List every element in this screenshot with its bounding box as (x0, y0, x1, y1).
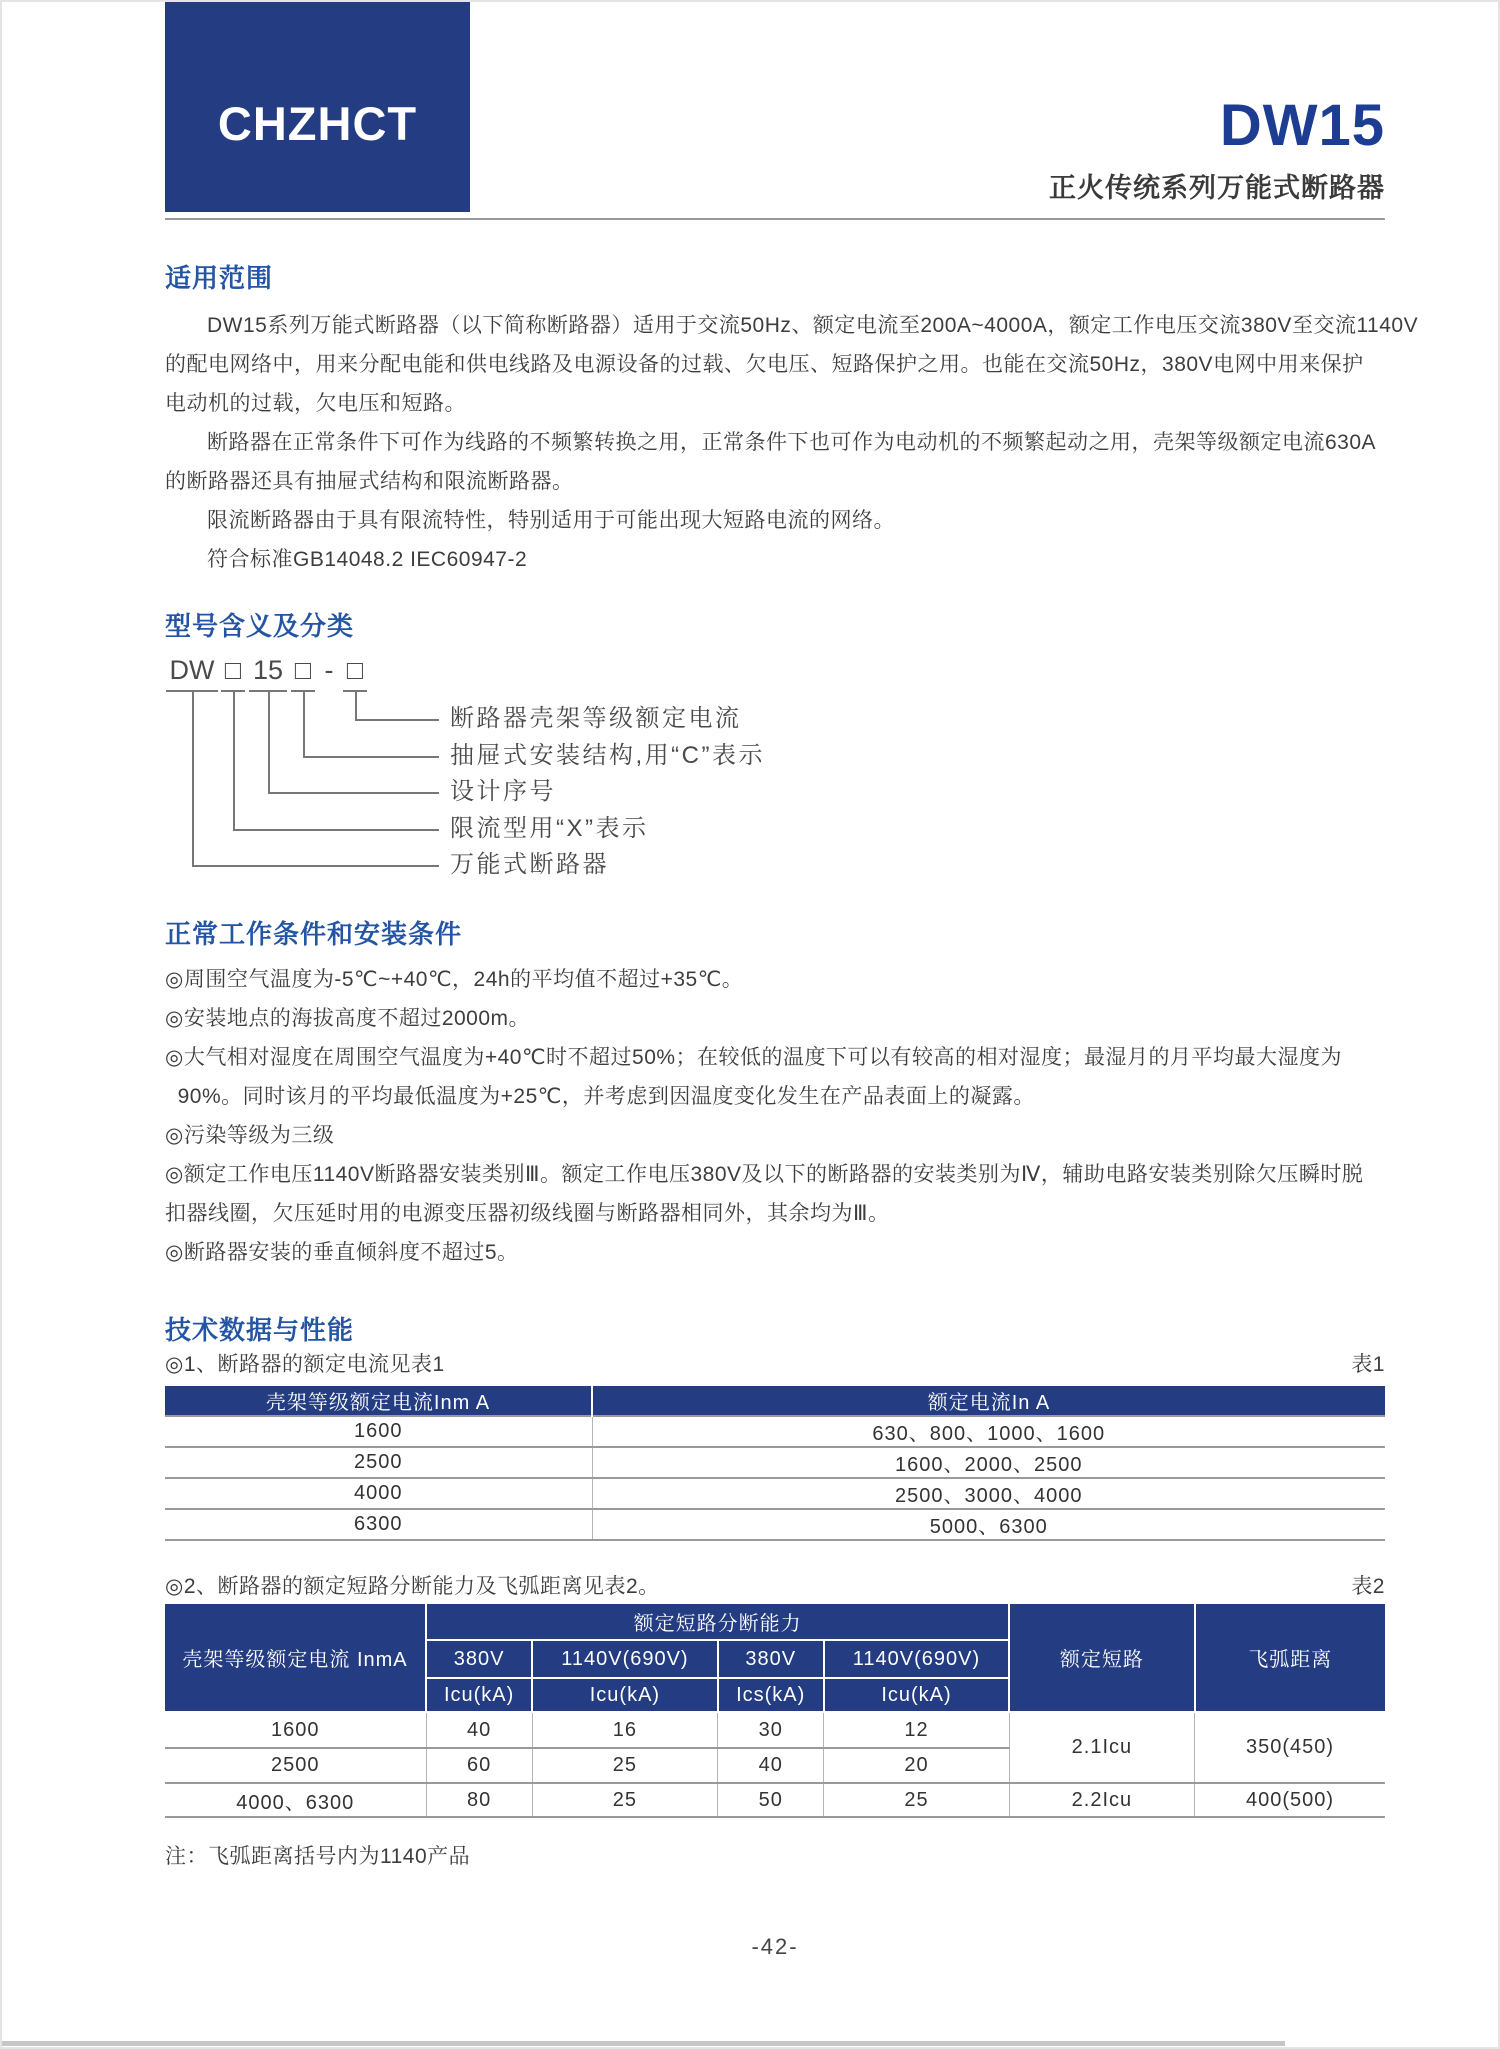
condition-item: ◎额定工作电压1140V断路器安装类别Ⅲ。额定工作电压380V及以下的断路器的安装类别为Ⅳ，辅助电路安装类别除欠压瞬时脱 (165, 1163, 1364, 1186)
table1-header-current: 额定电流In A (592, 1386, 1385, 1416)
model-heading: 型号含义及分类 (165, 611, 355, 641)
cell-value: 40 (426, 1712, 532, 1748)
scope-line: 限流断路器由于具有限流特性，特别适用于可能出现大短路电流的网络。 (207, 509, 895, 532)
table1-tag: 表1 (1351, 1353, 1385, 1376)
cell-frame: 4000、6300 (165, 1783, 426, 1817)
product-model-title: DW15 (1219, 93, 1385, 158)
table2-header-unit: Ics(kA) (718, 1678, 824, 1712)
table2-header-voltage: 380V (426, 1640, 532, 1678)
table-row (165, 1416, 1385, 1447)
table2-header-frame: 壳架等级额定电流 InmA (165, 1604, 426, 1712)
scope-line: 符合标准GB14048.2 IEC60947-2 (207, 548, 528, 571)
cell-value: 60 (426, 1748, 532, 1783)
condition-item: ◎断路器安装的垂直倾斜度不超过5。 (165, 1241, 519, 1264)
scope-line: 的断路器还具有抽屉式结构和限流断路器。 (165, 470, 574, 493)
connector-line (192, 692, 439, 867)
table2-header-short-circuit: 额定短路 (1009, 1604, 1194, 1712)
cell-short-circuit: 2.2Icu (1009, 1783, 1194, 1817)
cell-current: 630、800、1000、1600 (592, 1416, 1385, 1447)
condition-item: 90%。同时该月的平均最低温度为+25℃，并考虑到因温度变化发生在产品表面上的凝露。 (177, 1085, 1035, 1108)
table1-caption: ◎1、断路器的额定电流见表1 (165, 1353, 445, 1376)
cell-frame: 2500 (165, 1447, 592, 1478)
breaking-capacity-table (165, 1604, 1385, 1818)
table2-header-unit: Icu(kA) (426, 1678, 532, 1712)
cell-short-circuit: 2.1Icu (1009, 1712, 1194, 1783)
table2-header-unit: Icu(kA) (532, 1678, 717, 1712)
brand-logo (165, 0, 470, 212)
model-token-15: 15 (252, 655, 284, 685)
conditions-heading: 正常工作条件和安装条件 (165, 919, 463, 949)
table-row (165, 1478, 1385, 1509)
cell-value: 25 (532, 1748, 717, 1783)
cell-value: 12 (824, 1712, 1009, 1748)
rated-current-table (165, 1386, 1385, 1541)
cell-value: 40 (718, 1748, 824, 1783)
scope-paragraphs (165, 306, 1419, 579)
table-row (165, 1712, 1385, 1748)
conditions-list (165, 960, 1387, 1272)
scope-line: 断路器在正常条件下可作为线路的不频繁转换之用，正常条件下也可作为电动机的不频繁起动之用，壳架等级额定电流630A (207, 431, 1377, 454)
condition-item: ◎周围空气温度为-5℃~+40℃，24h的平均值不超过+35℃。 (165, 968, 744, 991)
table2-header-voltage: 1140V(690V) (824, 1640, 1009, 1678)
product-subtitle: 正火传统系列万能式断路器 (1049, 173, 1385, 203)
condition-item: 扣器线圈，欠压延时用的电源变压器初级线圈与断路器相同外，其余均为Ⅲ。 (165, 1202, 890, 1225)
cell-arc-distance: 350(450) (1195, 1712, 1385, 1783)
table2-header-voltage: 380V (718, 1640, 824, 1678)
table2-note: 注：飞弧距离括号内为1140产品 (165, 1845, 471, 1868)
table-row (165, 1447, 1385, 1478)
model-label-universal: 万能式断路器 (450, 851, 609, 878)
cell-frame: 1600 (165, 1416, 592, 1447)
table2-header-group: 额定短路分断能力 (426, 1604, 1009, 1640)
cell-value: 30 (718, 1712, 824, 1748)
table-row (165, 1783, 1385, 1817)
cell-value: 16 (532, 1712, 717, 1748)
cell-value: 25 (532, 1783, 717, 1817)
table2-header-unit: Icu(kA) (824, 1678, 1009, 1712)
condition-item: ◎大气相对湿度在周围空气温度为+40℃时不超过50%；在较低的温度下可以有较高的相对湿度；最湿月的月平均最大湿度为 (165, 1046, 1343, 1069)
model-token-box3: □ (346, 655, 364, 685)
model-label-design-serial: 设计序号 (450, 778, 556, 805)
scope-line: DW15系列万能式断路器（以下简称断路器）适用于交流50Hz、额定电流至200A~4000A，额定工作电压交流380V至交流1140V (207, 314, 1419, 337)
scope-line: 的配电网络中，用来分配电能和供电线路及电源设备的过载、欠电压、短路保护之用。也能在交流50Hz，380V电网中用来保护 (165, 353, 1364, 376)
condition-item: ◎安装地点的海拔高度不超过2000m。 (165, 1007, 531, 1030)
scope-heading: 适用范围 (165, 263, 274, 293)
brand-logo-text: CHZHCT (217, 97, 418, 150)
bottom-bar (0, 2041, 1285, 2046)
header-divider (165, 218, 1385, 220)
cell-frame: 4000 (165, 1478, 592, 1509)
table-row (165, 1509, 1385, 1540)
cell-current: 1600、2000、2500 (592, 1447, 1385, 1478)
model-label-drawer-type: 抽屉式安装结构,用“C”表示 (450, 742, 765, 769)
cell-arc-distance: 400(500) (1195, 1783, 1385, 1817)
scope-line: 电动机的过载，欠电压和短路。 (165, 392, 466, 415)
page-number: -42- (751, 1934, 799, 1959)
cell-value: 20 (824, 1748, 1009, 1783)
cell-value: 80 (426, 1783, 532, 1817)
table2-tag: 表2 (1351, 1575, 1385, 1598)
table2-header-voltage: 1140V(690V) (532, 1640, 717, 1678)
cell-frame: 1600 (165, 1712, 426, 1748)
cell-current: 2500、3000、4000 (592, 1478, 1385, 1509)
tech-heading: 技术数据与性能 (165, 1315, 355, 1345)
model-token-box2: □ (294, 655, 312, 685)
model-token-box1: □ (224, 655, 242, 685)
table2-header-arc-distance: 飞弧距离 (1195, 1604, 1385, 1712)
table2-caption: ◎2、断路器的额定短路分断能力及飞弧距离见表2。 (165, 1575, 660, 1598)
model-token-dw: DW (169, 655, 215, 685)
table1-header-frame: 壳架等级额定电流Inm A (165, 1386, 592, 1416)
table2-caption-row (165, 1572, 1385, 1602)
cell-current: 5000、6300 (592, 1509, 1385, 1540)
cell-frame: 2500 (165, 1748, 426, 1783)
condition-item: ◎污染等级为三级 (165, 1124, 335, 1147)
cell-frame: 6300 (165, 1509, 592, 1540)
table1-caption-row (165, 1350, 1385, 1380)
cell-value: 25 (824, 1783, 1009, 1817)
model-label-frame-current: 断路器壳架等级额定电流 (450, 705, 742, 732)
cell-value: 50 (718, 1783, 824, 1817)
model-token-dash: - (324, 655, 334, 685)
model-label-current-limit: 限流型用“X”表示 (450, 815, 649, 842)
